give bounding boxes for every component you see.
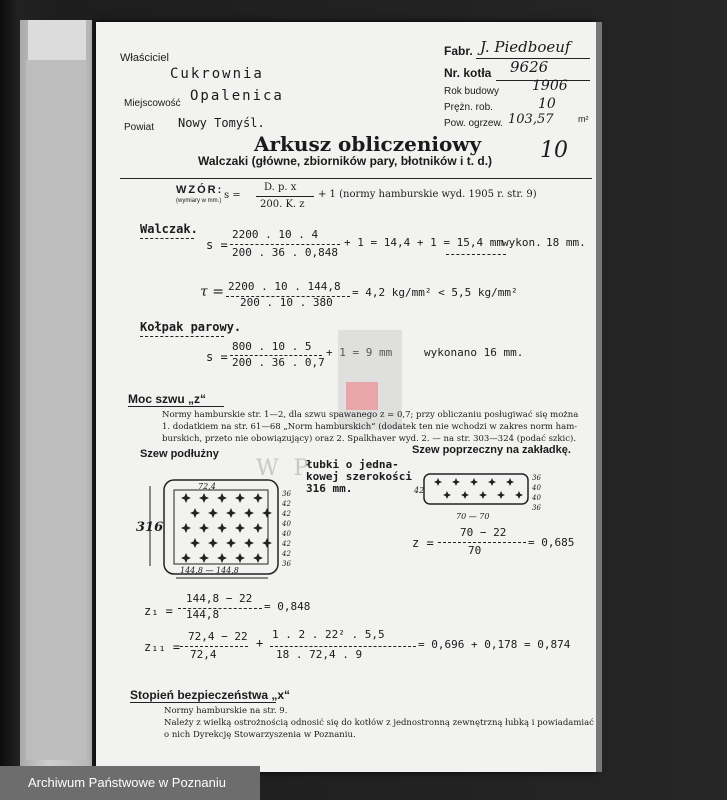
kolpak-wykon: wykonano 16 mm. <box>424 346 524 359</box>
tau-denominator: 200 . 10 . 380 <box>240 296 333 309</box>
long-seam-right-dim: 42 <box>282 540 291 548</box>
walczak-lhs: s = <box>206 238 228 252</box>
archive-footer: Archiwum Państwowe w Poznaniu <box>0 766 260 800</box>
kolpak-lhs: s = <box>206 350 228 364</box>
z-result: = 0,685 <box>528 536 575 549</box>
z11-result: = 0,696 + 0,178 = 0,874 <box>418 638 571 651</box>
long-seam-label: Szew podłużny <box>140 448 219 460</box>
rivet-icon <box>488 478 496 486</box>
z11-plus: + <box>256 636 264 650</box>
walczak-denominator: 200 . 36 . 0,848 <box>232 246 338 259</box>
rivet-icon <box>181 553 191 563</box>
kolpak-heading: Kołpak parowy. <box>140 320 242 334</box>
formula-denominator: 200. K. z <box>260 199 305 210</box>
rivet-icon <box>217 493 227 503</box>
county-value: Nowy Tomyśl. <box>178 116 265 130</box>
tau-lhs: τ = <box>200 284 224 300</box>
z11-denominator: 72,4 <box>190 648 217 661</box>
rivet-icon <box>452 478 460 486</box>
document-subtitle: Walczaki (główne, zbiorników pary, błotników i t. d.) <box>198 154 493 168</box>
cross-seam-top-dim: 70 — 70 <box>456 512 490 521</box>
cross-seam-label: Szew poprzeczny na zakładkę. <box>412 444 571 456</box>
kolpak-denominator: 200 . 36 . 0,7 <box>232 356 325 369</box>
fabr-value: J. Piedboeuf <box>480 38 571 56</box>
year-label: Rok budowy <box>444 86 500 97</box>
kolpak-numerator: 800 . 10 . 5 <box>232 340 312 353</box>
stopien-text-2: Należy z wielką ostrożnością odnosić się do kotłów z jednostronną zewnętrzną łubką i powiadamiać <box>164 718 594 728</box>
formula-tail: + 1 (normy hamburskie wyd. 1905 r. str. 9) <box>318 189 537 200</box>
owner-label: Właściciel <box>120 52 169 64</box>
stopien-text-1: Normy hamburskie na str. 9. <box>164 706 288 716</box>
z-numerator: 70 − 22 <box>460 526 507 539</box>
kolpak-result: + 1 = 9 mm <box>326 346 393 359</box>
kolpak-underline <box>140 336 224 337</box>
rivet-icon <box>461 491 469 499</box>
z1-numerator: 144,8 − 22 <box>186 592 253 605</box>
rivet-icon <box>506 478 514 486</box>
rivet-icon <box>181 523 191 533</box>
moc-text-2: 1. dodatkiem na str. 61—68 „Norm hamburskich“ (dodatek ten nie wchodzi w zakres norm ham- <box>162 422 578 432</box>
cross-seam-right-dim: 36 <box>532 504 541 512</box>
rivet-icon <box>479 491 487 499</box>
z11-mid-numerator: 1 . 2 . 22² . 5,5 <box>272 628 385 641</box>
rivet-icon <box>443 491 451 499</box>
stopien-heading: Stopień bezpieczeństwa „x“ <box>130 688 291 702</box>
rivet-icon <box>235 553 245 563</box>
z11-lhs: z₁₁ = <box>144 640 181 654</box>
moc-text-3: burskich, przeto nie obowiązujący) oraz 2. Spalkhaver wyd. 2. — na str. 303—324 (podać szkic). <box>162 434 577 444</box>
rivet-icon <box>244 538 254 548</box>
heating-value: 103,57 <box>508 112 554 127</box>
rivet-icon <box>190 508 200 518</box>
rivet-icon <box>470 478 478 486</box>
long-seam-height: 316 <box>136 520 164 535</box>
formula-label: WZÓR: <box>176 184 224 196</box>
moc-text-1: Normy hamburskie str. 1—2, dla szwu spawanego z = 0,7; przy obliczaniu posługiwać się można <box>162 410 579 420</box>
boiler-no-value: 9626 <box>510 58 549 76</box>
title-rule <box>120 178 592 179</box>
walczak-wykon: wykon. <box>502 236 542 249</box>
rivet-icon <box>262 508 272 518</box>
long-seam-right-dim: 42 <box>282 550 291 558</box>
long-seam-right-dim: 42 <box>282 510 291 518</box>
z11-mid-fraction-bar <box>270 646 416 647</box>
long-seam-bottom-dim: 144,8 — 144,8 <box>180 566 239 575</box>
tube-line-2: kowej szerokości <box>306 470 412 483</box>
long-seam-right-dim: 40 <box>282 530 291 538</box>
long-seam-right-dim: 42 <box>282 500 291 508</box>
rivet-icon <box>208 508 218 518</box>
long-seam-top-dim: 72,4 <box>198 482 216 491</box>
watermark: W P <box>256 456 313 481</box>
rivet-icon <box>515 491 523 499</box>
pressure-value: 10 <box>538 96 556 112</box>
rivet-icon <box>217 553 227 563</box>
tau-numerator: 2200 . 10 . 144,8 <box>228 280 341 293</box>
tube-line-1: łubki o jedna- <box>306 458 399 471</box>
long-seam-right-dim: 36 <box>282 490 291 498</box>
formula-numerator: D. p. x <box>264 182 297 193</box>
formula-lhs: s = <box>224 190 241 201</box>
walczak-fraction-bar <box>230 244 340 245</box>
cross-seam-right-dim: 40 <box>532 494 541 502</box>
county-label: Powiat <box>124 122 155 133</box>
heating-unit: m² <box>578 114 589 124</box>
z1-lhs: z₁ = <box>144 604 173 618</box>
rivet-icon <box>199 493 209 503</box>
archive-stamp-red <box>346 382 378 410</box>
formula-fraction-bar <box>256 196 314 197</box>
document-title: Arkusz obliczeniowy <box>254 132 482 156</box>
walczak-wykon-value: 18 mm. <box>546 236 586 249</box>
walczak-numerator: 2200 . 10 . 4 <box>232 228 319 241</box>
rivet-icon <box>199 523 209 533</box>
place-label: Miejscowość <box>124 98 181 109</box>
moc-heading: Moc szwu „z“ <box>128 392 207 406</box>
rivet-icon <box>190 538 200 548</box>
walczak-underline <box>140 238 194 239</box>
rivet-icon <box>181 493 191 503</box>
z11-numerator: 72,4 − 22 <box>188 630 248 643</box>
heating-label: Pow. ogrzew. <box>444 118 503 129</box>
walczak-heading: Walczak. <box>140 222 198 236</box>
rivet-icon <box>226 508 236 518</box>
rivet-icon <box>253 493 263 503</box>
z1-denominator: 144,8 <box>186 608 220 621</box>
fabr-label: Fabr. <box>444 44 473 58</box>
moc-underline <box>128 406 224 407</box>
rivet-icon <box>217 523 227 533</box>
z11-fraction-bar <box>180 646 248 647</box>
walczak-result: + 1 = 14,4 + 1 = 15,4 mm <box>344 236 503 249</box>
stopien-text-3: o nich Dyrekcję Stowarzyszenia w Poznaniu. <box>164 730 356 740</box>
stopien-underline <box>130 702 276 703</box>
rivet-icon <box>253 553 263 563</box>
rivet-icon <box>262 538 272 548</box>
walczak-result-underline <box>446 254 506 255</box>
pressure-label: Prężn. rob. <box>444 102 493 113</box>
rivet-icon <box>244 508 254 518</box>
z-lhs: z = <box>412 536 434 550</box>
rivet-icon <box>497 491 505 499</box>
formula-sublabel: (wymiary w mm.) <box>176 198 222 204</box>
cross-seam-left-dim: 42 <box>414 486 425 495</box>
cross-seam-right-dim: 40 <box>532 484 541 492</box>
z-denominator: 70 <box>468 544 482 557</box>
rivet-icon <box>253 523 263 533</box>
long-seam-right-dim: 40 <box>282 520 291 528</box>
place-value: Opalenica <box>190 88 284 104</box>
rivet-icon <box>199 553 209 563</box>
long-seam-right-dim: 36 <box>282 560 291 568</box>
sheet-edge <box>596 22 602 772</box>
z11-mid-denominator: 18 . 72,4 . 9 <box>276 648 363 661</box>
z-fraction-bar <box>438 542 526 543</box>
owner-value: Cukrownia <box>170 66 264 82</box>
boiler-no-label: Nr. kotła <box>444 66 492 80</box>
rivet-icon <box>235 493 245 503</box>
rivet-icon <box>226 538 236 548</box>
rivet-icon <box>434 478 442 486</box>
year-value: 1906 <box>532 78 568 94</box>
rivet-icon <box>235 523 245 533</box>
cross-seam-right-dim: 36 <box>532 474 541 482</box>
z1-result: = 0,848 <box>264 600 311 613</box>
tube-line-3: 316 mm. <box>306 482 353 495</box>
page-number: 10 <box>540 138 568 163</box>
rivet-icon <box>208 538 218 548</box>
tau-result: = 4,2 kg/mm² < 5,5 kg/mm² <box>352 286 518 299</box>
film-strip-inner <box>26 60 86 760</box>
